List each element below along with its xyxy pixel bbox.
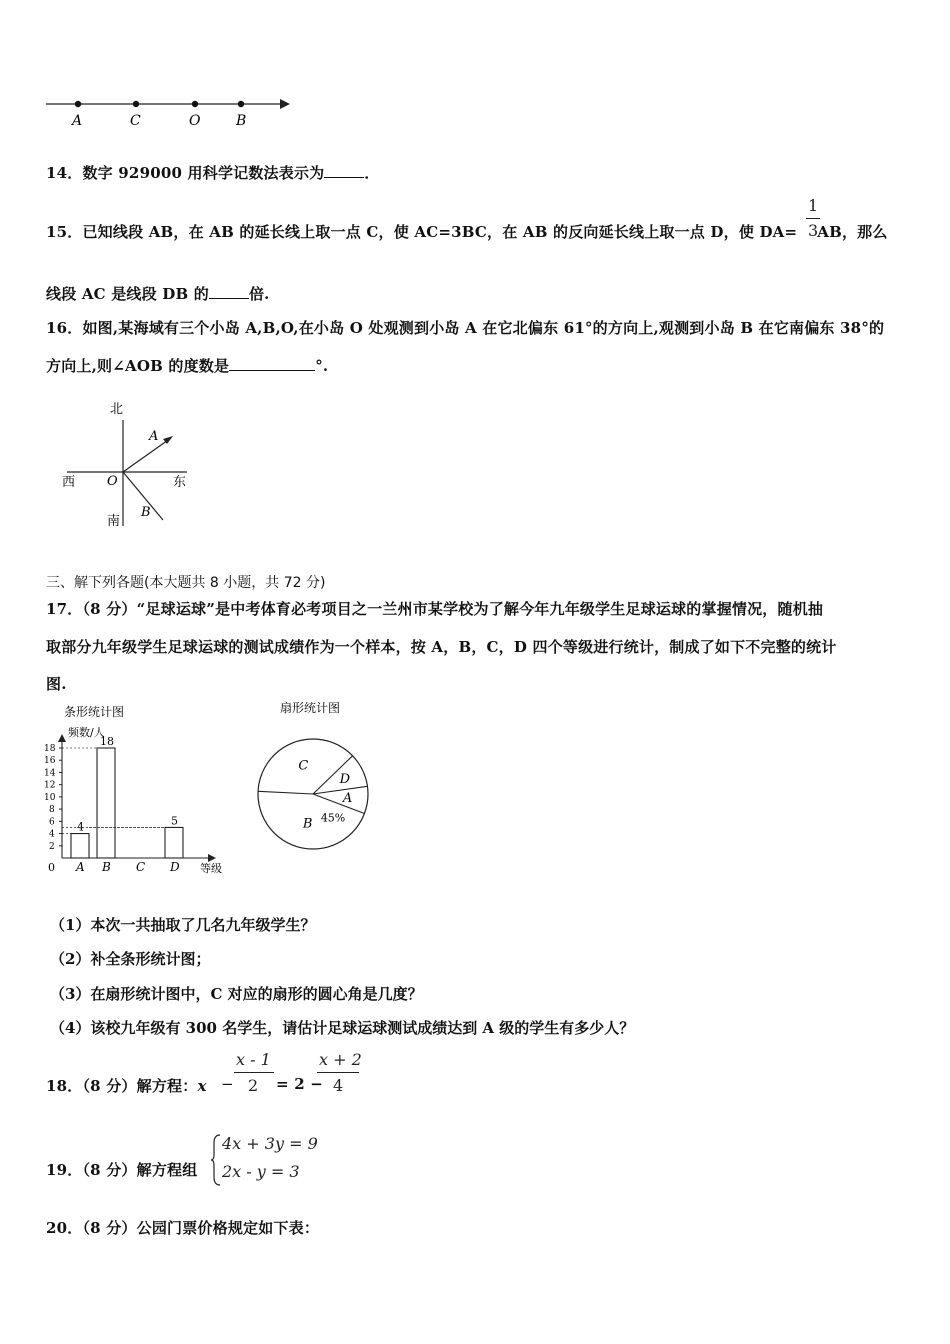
q15-line2-a: 线段 AC 是线段 DB 的 [46,285,209,303]
question-17-line3: 图. [46,675,67,693]
q16-line2-b: °. [315,357,329,375]
west-label: 西 [62,475,76,490]
bar-chart-ylabel: 频数/人 [68,726,105,739]
question-16-line1: 16．如图,某海域有三个小岛 A,B,O,在小岛 O 处观测到小岛 A 在它北偏东 61°的方向上,观测到小岛 B 在它南偏东 38°的 [46,319,885,337]
point-a-label: A [149,429,159,444]
q14-tail: ． [364,164,380,182]
bar-chart-ytick-label: 4 [49,829,55,840]
q18-eq: = 2 − [276,1075,324,1093]
q17-sub3: （3）在扇形统计图中，C 对应的扇形的圆心角是几度？ [50,985,423,1003]
q15-frac-bar [806,218,820,219]
bar-value-label: 18 [100,735,114,748]
question-16-line2 [46,355,328,376]
bar-chart-origin: 0 [48,861,55,874]
bar-chart-ytick-label: 18 [44,744,56,754]
q18-f2-den: 4 [333,1076,344,1095]
q16-blank [229,356,315,371]
bar-category-label: B [102,860,111,874]
pie-slice-label-b: B [302,816,313,832]
q18-f2-num: x + 2 [319,1050,362,1069]
bar-chart-title: 条形统计图 [64,705,125,719]
pie-chart-title: 扇形统计图 [280,701,341,715]
bar-b [97,748,115,858]
q18-f1-bar [234,1072,274,1073]
q19-brace [210,1133,222,1187]
q19-eq1: 4x + 3y = 9 [222,1134,318,1153]
bar-category-label: C [136,860,146,874]
q14-text: 14．数字 929000 用科学记数法表示为 [46,164,325,182]
question-17-line2: 取部分九年级学生足球运球的测试成绩作为一个样本，按 A，B，C，D 四个等级进行统计，制成了如下不完整的统计 [46,638,837,656]
bar-chart-ytick-label: 8 [49,805,55,816]
q19-eq2: 2x - y = 3 [222,1162,300,1181]
bar-chart-ytick-label: 2 [49,841,55,852]
point-c [133,101,139,107]
bar-d [165,827,183,858]
bar-chart-ytick-label: 10 [44,792,56,803]
q14-blank [324,163,364,178]
pie-slice-label-c: C [298,758,309,774]
south-label: 南 [107,514,121,529]
section-3-title: 三、解下列各题(本大题共 8 小题，共 72 分) [46,575,326,591]
point-o [192,101,198,107]
north-label: 北 [110,402,124,417]
label-a: A [72,113,83,129]
pie-annotation-b: 45% [320,811,346,825]
bar-chart [40,700,240,880]
bar-value-label: 5 [171,814,178,828]
number-line-figure [40,92,300,132]
q18-minus: − [221,1075,234,1093]
q15-blank [209,284,249,299]
point-a [75,101,81,107]
q17-sub1: （1）本次一共抽取了几名九年级学生？ [50,916,316,934]
pie-slice-label-a: A [342,790,353,806]
compass-figure [55,398,205,533]
pie-slice-label-d: D [339,772,351,788]
label-c: C [130,113,141,129]
bar-chart-y-arrow [58,734,66,742]
q17-sub4: （4）该校九年级有 300 名学生，请估计足球运球测试成绩达到 A 级的学生有多少人？ [50,1019,635,1037]
q15-line2-b: 倍. [248,285,270,303]
bar-chart-ytick-label: 12 [44,780,56,791]
bar-chart-ytick-label: 14 [44,768,56,779]
bar-a [71,834,89,858]
q18-f1-num: x - 1 [236,1050,271,1069]
q18-f2-bar [317,1072,359,1073]
question-15-line2 [46,283,270,304]
q15-frac-den: 3 [808,221,819,240]
question-17-line1: 17．（8 分）“足球运球”是中考体育必考项目之一兰州市某学校为了解今年九年级学生足球运球的掌握情况，随机抽 [46,600,824,618]
question-15-line1 [46,221,888,242]
bar-category-label: D [170,860,180,874]
question-18 [46,1075,207,1096]
bar-chart-ytick-label: 16 [44,756,56,767]
bar-category-label: A [76,860,85,874]
q15-line1-a: 15．已知线段 AB，在 AB 的延长线上取一点 C，使 AC=3BC，在 AB 的反向延长线上取一点 D，使 DA= [46,223,798,241]
q15-frac-num: 1 [808,196,819,215]
pie-chart [250,700,380,860]
q18-x: x [197,1077,207,1095]
bar-value-label: 4 [77,820,84,834]
origin-label: O [107,474,118,489]
bar-chart-x-arrow [208,854,216,862]
question-20: 20．（8 分）公园门票价格规定如下表： [46,1219,320,1237]
q17-sub2: （2）补全条形统计图； [50,950,211,968]
bar-chart-xlabel: 等级 [200,862,222,875]
bar-chart-ytick-label: 6 [49,817,55,828]
ray-oa [123,438,171,472]
q16-line2-a: 方向上,则∠AOB 的度数是 [46,357,230,375]
question-19: 19．（8 分）解方程组 [46,1161,198,1179]
label-o: O [189,113,201,129]
q15-line1-b: AB，那么 [817,223,888,241]
point-b-label: B [141,505,151,520]
east-label: 东 [173,475,187,490]
point-b [238,101,244,107]
q18-f1-den: 2 [248,1076,259,1095]
question-14 [46,162,380,183]
label-b: B [236,113,247,129]
q18-text: 18．（8 分）解方程： [46,1077,198,1095]
